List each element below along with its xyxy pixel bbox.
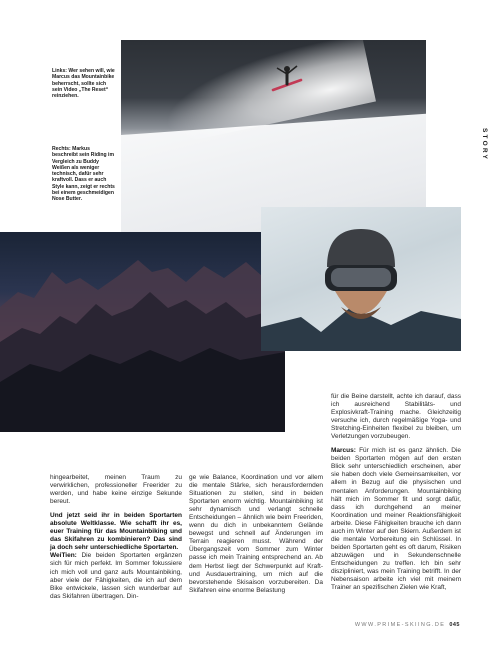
speaker-name: WeiTien: (50, 552, 77, 560)
answer-text: Die beiden Sportarten ergänzen sich für mich perfekt. Im Sommer fokussiere ich mich voll und ganz aufs Mountainbiking, aber viele der Fähigkeiten, die ich auf dem Bike entwickele, lassen sich wunderbar auf das Skifahren übertragen. Din- (50, 552, 182, 600)
speaker-name: Marcus: (331, 447, 356, 455)
caption-left: Links: Wer sehen will, wie Marcus das Mountainbike beherrscht, sollte sich sein Video „The Reset“ reinziehen. (52, 68, 115, 100)
caption-right: Rechts: Markus beschreibt sein Riding im Vergleich zu Buddy Weißen als weniger technisch, dafür sehr kraftvoll. Dass er auch Style kann, zeigt er rechts bei einem geschmeidigen Nose Butter. (52, 146, 115, 203)
mountain-silhouette-photo (0, 232, 285, 432)
skier-figure-icon (269, 60, 305, 96)
mountain-range-icon (0, 232, 285, 432)
text-column-1 (50, 474, 182, 607)
rider-helmet-goggles-photo (261, 207, 461, 351)
paragraph (50, 552, 182, 600)
section-label: STORY (481, 128, 488, 162)
helmet-goggles-icon (261, 207, 461, 351)
page-number: 045 (449, 622, 460, 628)
skier-powder-photo (121, 40, 426, 232)
answer-text: Für mich ist es ganz ähnlich. Die beiden Sportarten mögen auf den ersten Blick sehr unterschiedlich erscheinen, aber sie haben doch viele Gemeinsamkeiten, vor allem in Bezug auf die physischen und mentalen Anforderungen. Mountainbiking hält mich im Sommer fit und sorgt dafür, dass ich durchgehend an meiner Koordination und meiner Reaktionsfähigkeit arbeite. Diese Fähigkeiten brauche ich dann auch im Winter auf den Skiern. Außerdem ist die mentale Vorbereitung ein Schlüssel. In beiden Sportarten geht es oft darum, Risiken abzuwägen und in Sekundenschnelle Entscheidungen zu treffen. Ich bin sehr diszipliniert, was mein Training betrifft. In der Nebensaison arbeite ich viel mit meinem Trainer an spezifischen Zielen wie Kraft, (331, 447, 461, 592)
paragraph: ge wie Balance, Koordination und vor allem die mentale Stärke, sich herausfordernden Situationen zu stellen, sind in beiden Sportarten enorm wichtig. Mountainbiking ist sehr dynamisch und verlangt schnelle Entscheidungen – ähnlich wie beim Freeriden, wenn du dich in unbekanntem Gelände bewegst und schnell auf Änderungen im Terrain reagieren musst. Während der Übergangszeit vom Sommer zum Winter passe ich mein Training entsprechend an. Ab dem Herbst liegt der Schwerpunkt auf Kraft- und Ausdauertraining, um mich auf die bevorstehende Skisaison vorzubereiten. Da Skifahren eine enorme Belastung (189, 474, 323, 594)
paragraph: hingearbeitet, meinen Traum zu verwirklichen, professioneller Freerider zu werden, und habe keine einzige Sekunde bereut. (50, 474, 182, 506)
text-column-3 (331, 393, 461, 598)
paragraph (331, 447, 461, 592)
interview-question: Und jetzt seid ihr in beiden Sportarten absolute Weltklasse. Wie schafft ihr es, euer Training für das Mountainbiking und das Skifahren zu kombinieren? Das sind ja doch sehr unterschiedliche Sportarten. (50, 512, 182, 552)
paragraph: für die Beine darstellt, achte ich darauf, dass ich ausreichend Stabilitäts- und Explosivkraft-Training mache. Gleichzeitig versuche ich, durch regelmäßige Yoga- und Stretching-Einheiten flexibel zu bleiben, um Verletzungen vorzubeugen. (331, 393, 461, 441)
text-column-2 (189, 474, 323, 601)
page-footer (355, 622, 460, 628)
website-url: WWW.PRIME-SKIING.DE (354, 622, 446, 628)
